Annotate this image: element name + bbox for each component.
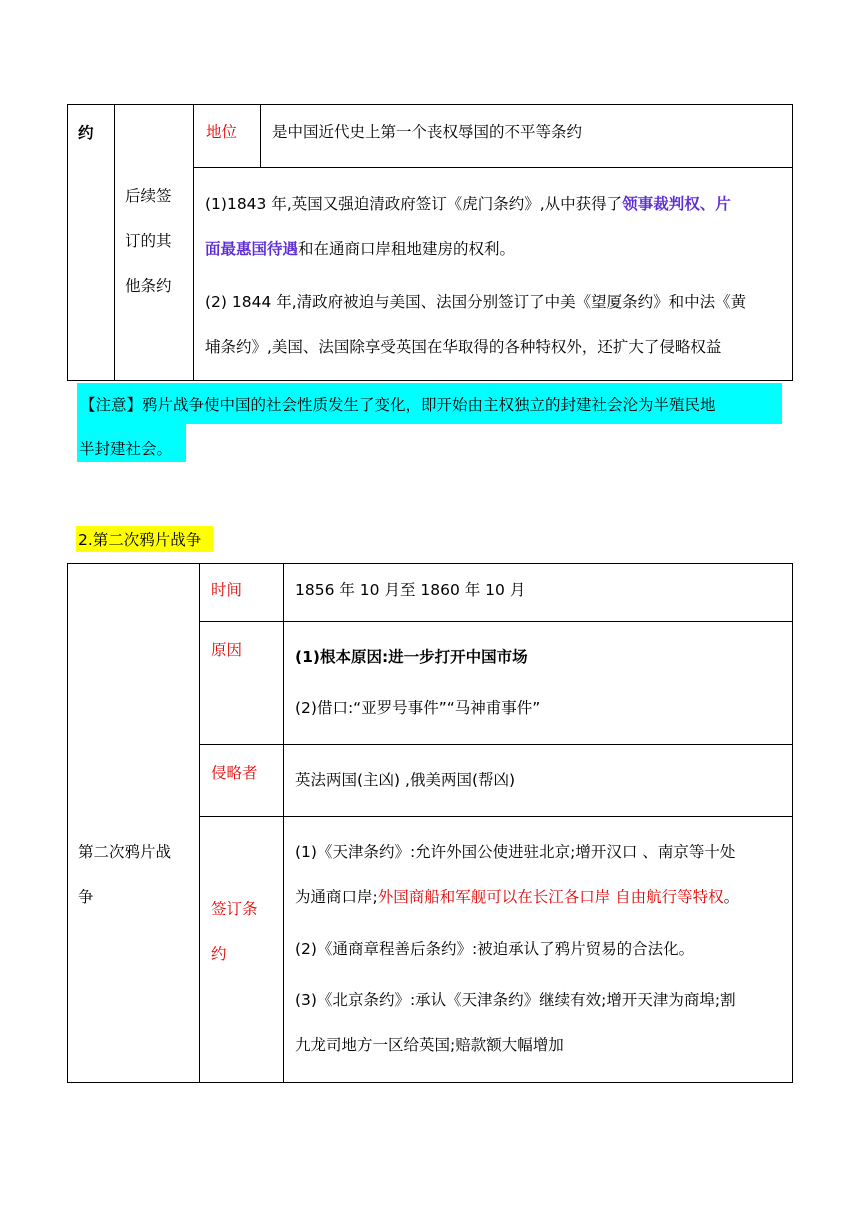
other-treaties-label-3: 他条约 [125,277,172,295]
cause-2: (2)借口:“亚罗号事件”“马神甫事件” [295,699,541,717]
treaty-label-line-2: 约 [211,945,227,963]
time-value: 1856 年 10 月至 1860 年 10 月 [295,581,526,599]
time-label: 时间 [211,581,243,599]
other-treaties-label-2: 订的其 [125,232,172,250]
section-title: 2.第二次鸦片战争 [78,531,202,549]
treaty-2: (2)《通商章程善后条约》:被迫承认了鸦片贸易的合法化。 [295,940,695,958]
aggressor-label: 侵略者 [211,764,258,782]
other-treaties-label-1: 后续签 [125,187,172,205]
treaty-1-red: 外国商船和军舰可以在长江各口岸 自由航行等特权 [377,888,724,906]
cause-label: 原因 [211,641,243,659]
status-value: 是中国近代史上第一个丧权辱国的不平等条约 [272,123,583,141]
treaty-1-pre: 为通商口岸; [295,888,378,906]
treaty-item-2-line-2: 埔条约》,美国、法国除享受英国在华取得的各种特权外，还扩大了侵略权益 [205,338,722,356]
treaty-item-1-text: (1)1843 年,英国又强迫清政府签订《虎门条约》,从中获得了 [205,195,623,213]
treaty-item-1-line-2 [205,237,515,261]
table1-col1-text: 约 [78,124,94,142]
war-label-line-2: 争 [78,888,94,906]
treaty-item-1-line-1 [205,192,731,216]
cause-1: (1)根本原因:进一步打开中国市场 [295,648,528,666]
note-line-1: 【注意】鸦片战争使中国的社会性质发生了变化，即开始由主权独立的封建社会沦为半殖民地 [80,396,716,414]
treaty-1-line-2 [295,885,739,909]
treaty-3-line-2: 九龙司地方一区给英国;赔款额大幅增加 [295,1036,564,1054]
war-label-line-1: 第二次鸦片战 [78,843,172,861]
treaty-item-1-highlight-b: 面最惠国待遇 [205,240,299,258]
aggressor-value: 英法两国(主凶) ,俄美两国(帮凶) [295,771,516,789]
treaty-1-line-1: (1)《天津条约》:允许外国公使进驻北京;增开汉口 、南京等十处 [295,843,736,861]
status-label: 地位 [206,123,238,141]
note-line-2: 半封建社会。 [79,440,173,458]
treaty-item-1-post: 和在通商口岸租地建房的权利。 [298,240,516,258]
treaty-1-post: 。 [723,888,740,906]
treaty-label-line-1: 签订条 [211,900,258,918]
treaty-item-2-line-1: (2) 1844 年,清政府被迫与美国、法国分别签订了中美《望厦条约》和中法《黄 [205,293,747,311]
treaty-item-1-highlight-a: 领事裁判权、片 [622,195,731,213]
treaty-3-line-1: (3)《北京条约》:承认《天津条约》继续有效;增开天津为商埠;割 [295,991,736,1009]
